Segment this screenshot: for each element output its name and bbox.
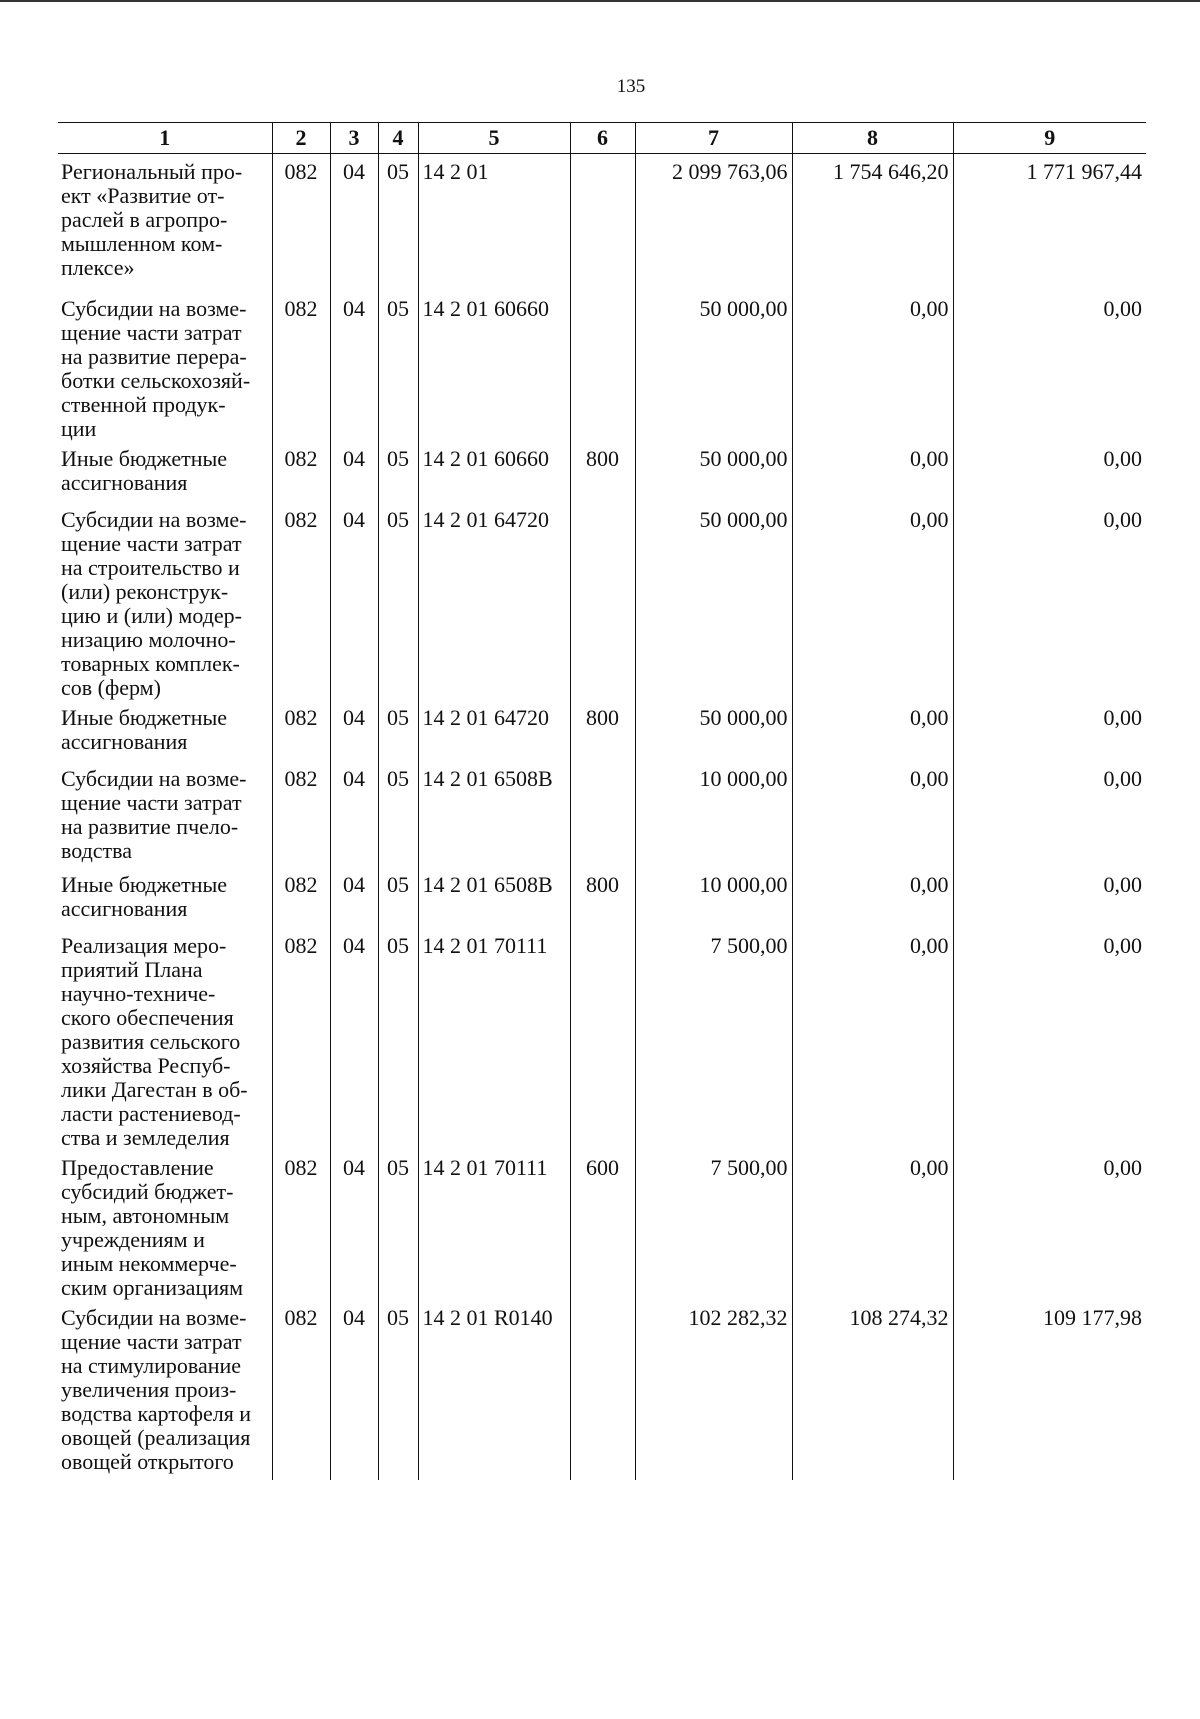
row-name-cell	[58, 700, 272, 761]
section-code-cell: 04	[330, 1300, 378, 1480]
row-name-cell	[58, 502, 272, 700]
amount-col7-cell: 10 000,00	[635, 761, 792, 867]
amount-col9-cell: 109 177,98	[953, 1300, 1146, 1480]
row-name-line: ции	[61, 415, 97, 441]
row-name-line: низацию молочно-	[61, 626, 236, 652]
row-name-line: лики Дагестан в об-	[61, 1076, 248, 1102]
row-name-line: ассигнования	[61, 895, 188, 921]
column-header-6: 6	[570, 123, 635, 154]
amount-col7-cell: 7 500,00	[635, 928, 792, 1150]
section-code-cell: 04	[330, 441, 378, 502]
subsection-code-cell: 05	[378, 291, 418, 441]
row-name-line: Субсидии на возме-	[61, 295, 247, 321]
amount-col8-cell: 0,00	[792, 291, 953, 441]
row-name-line: сов (ферм)	[61, 674, 161, 700]
row-name-line: Иные бюджетные	[61, 871, 228, 897]
amount-col8-cell: 0,00	[792, 441, 953, 502]
chapter-code-cell: 082	[272, 867, 330, 928]
table-row	[58, 1150, 1146, 1300]
header-row	[58, 123, 1146, 154]
row-name-line: увеличения произ-	[61, 1376, 237, 1402]
row-name-line: ным, автономным	[61, 1202, 230, 1228]
row-name-line: водства картофеля и	[61, 1400, 252, 1426]
subsection-code-cell: 05	[378, 700, 418, 761]
table-body	[58, 154, 1146, 1480]
amount-col9-cell: 0,00	[953, 761, 1146, 867]
subsection-code-cell: 05	[378, 1300, 418, 1480]
amount-col7-cell: 10 000,00	[635, 867, 792, 928]
chapter-code-cell: 082	[272, 291, 330, 441]
row-name-line: учреждениям и	[61, 1226, 205, 1252]
column-header-7: 7	[635, 123, 792, 154]
target-article-cell: 14 2 01 60660	[418, 441, 570, 502]
row-name-cell	[58, 928, 272, 1150]
row-name-line: ства и земледелия	[61, 1124, 230, 1150]
row-name-line: Субсидии на возме-	[61, 1304, 247, 1330]
target-article-cell: 14 2 01 70111	[418, 928, 570, 1150]
target-article-cell: 14 2 01 64720	[418, 700, 570, 761]
chapter-code-cell: 082	[272, 700, 330, 761]
row-name-line: Реализация меро-	[61, 932, 227, 958]
target-article-cell: 14 2 01 70111	[418, 1150, 570, 1300]
row-name-line: овощей открытого	[61, 1448, 234, 1474]
row-name-line: Субсидии на возме-	[61, 506, 247, 532]
row-name-line: Субсидии на возме-	[61, 765, 247, 791]
column-header-5: 5	[418, 123, 570, 154]
amount-col9-cell: 0,00	[953, 867, 1146, 928]
column-header-9: 9	[953, 123, 1146, 154]
target-article-cell: 14 2 01 6508В	[418, 761, 570, 867]
amount-col7-cell: 50 000,00	[635, 441, 792, 502]
row-name-line: ект «Развитие от-	[61, 183, 225, 208]
column-header-8: 8	[792, 123, 953, 154]
row-name-cell	[58, 1300, 272, 1480]
row-name-line: хозяйства Респуб-	[61, 1052, 231, 1078]
amount-col7-cell: 7 500,00	[635, 1150, 792, 1300]
page-number: 135	[616, 76, 646, 97]
row-name-line: ским организациям	[61, 1274, 244, 1300]
row-name-line: на строительство и	[61, 554, 240, 580]
scan-edge-line	[0, 0, 1200, 2]
table-row	[58, 291, 1146, 441]
amount-col9-cell: 0,00	[953, 502, 1146, 700]
chapter-code-cell: 082	[272, 502, 330, 700]
table-row	[58, 154, 1146, 291]
row-name-line: ассигнования	[61, 728, 188, 754]
row-name-line: развития сельского	[61, 1028, 241, 1054]
amount-col9-cell: 0,00	[953, 1150, 1146, 1300]
row-name-line: ботки сельскохозяй-	[61, 367, 251, 393]
target-article-cell: 14 2 01	[418, 154, 570, 291]
target-article-cell: 14 2 01 6508В	[418, 867, 570, 928]
row-name-line: приятий Плана	[61, 956, 203, 982]
amount-col8-cell: 0,00	[792, 1150, 953, 1300]
section-code-cell: 04	[330, 867, 378, 928]
subsection-code-cell: 05	[378, 928, 418, 1150]
row-name-line: ассигнования	[61, 469, 188, 495]
amount-col8-cell: 108 274,32	[792, 1300, 953, 1480]
row-name-line: Региональный про-	[61, 159, 243, 184]
expense-type-cell: 600	[570, 1150, 635, 1300]
subsection-code-cell: 05	[378, 1150, 418, 1300]
row-name-cell	[58, 867, 272, 928]
expense-type-cell	[570, 502, 635, 700]
row-name-cell	[58, 154, 272, 291]
table-row	[58, 928, 1146, 1150]
table-row	[58, 441, 1146, 502]
row-name-line: иным некоммерче-	[61, 1250, 237, 1276]
row-name-cell	[58, 761, 272, 867]
amount-col8-cell: 0,00	[792, 700, 953, 761]
amount-col8-cell: 0,00	[792, 761, 953, 867]
expense-type-cell	[570, 154, 635, 291]
row-name-line: на развитие перера-	[61, 343, 247, 369]
row-name-cell	[58, 291, 272, 441]
expense-type-cell	[570, 1300, 635, 1480]
section-code-cell: 04	[330, 1150, 378, 1300]
amount-col9-cell: 1 771 967,44	[953, 154, 1146, 291]
column-header-1: 1	[58, 123, 272, 154]
amount-col9-cell: 0,00	[953, 700, 1146, 761]
row-name-line: на развитие пчело-	[61, 813, 239, 839]
table-row	[58, 502, 1146, 700]
subsection-code-cell: 05	[378, 502, 418, 700]
amount-col9-cell: 0,00	[953, 291, 1146, 441]
budget-table	[58, 122, 1146, 1480]
table-row	[58, 867, 1146, 928]
amount-col7-cell: 102 282,32	[635, 1300, 792, 1480]
section-code-cell: 04	[330, 928, 378, 1150]
row-name-line: ственной продук-	[61, 391, 226, 417]
row-name-line: плексе»	[61, 255, 135, 280]
row-name-line: раслей в агропро-	[61, 207, 228, 232]
chapter-code-cell: 082	[272, 1300, 330, 1480]
section-code-cell: 04	[330, 761, 378, 867]
column-header-3: 3	[330, 123, 378, 154]
target-article-cell: 14 2 01 60660	[418, 291, 570, 441]
section-code-cell: 04	[330, 154, 378, 291]
row-name-line: цию и (или) модер-	[61, 602, 243, 628]
amount-col8-cell: 0,00	[792, 502, 953, 700]
chapter-code-cell: 082	[272, 441, 330, 502]
amount-col8-cell: 0,00	[792, 867, 953, 928]
expense-type-cell: 800	[570, 441, 635, 502]
row-name-line: щение части затрат	[61, 530, 242, 556]
chapter-code-cell: 082	[272, 154, 330, 291]
row-name-cell	[58, 441, 272, 502]
amount-col9-cell: 0,00	[953, 441, 1146, 502]
expense-type-cell	[570, 761, 635, 867]
row-name-line: товарных комплек-	[61, 650, 240, 676]
amount-col7-cell: 50 000,00	[635, 700, 792, 761]
amount-col9-cell: 0,00	[953, 928, 1146, 1150]
section-code-cell: 04	[330, 291, 378, 441]
expense-type-cell: 800	[570, 700, 635, 761]
target-article-cell: 14 2 01 64720	[418, 502, 570, 700]
row-name-line: водства	[61, 837, 133, 863]
row-name-line: научно-техниче-	[61, 980, 216, 1006]
amount-col7-cell: 50 000,00	[635, 502, 792, 700]
subsection-code-cell: 05	[378, 441, 418, 502]
row-name-line: (или) реконструк-	[61, 578, 229, 604]
table-row	[58, 761, 1146, 867]
expense-type-cell	[570, 928, 635, 1150]
subsection-code-cell: 05	[378, 761, 418, 867]
chapter-code-cell: 082	[272, 1150, 330, 1300]
column-header-2: 2	[272, 123, 330, 154]
amount-col8-cell: 1 754 646,20	[792, 154, 953, 291]
row-name-line: Иные бюджетные	[61, 445, 228, 471]
row-name-line: на стимулирование	[61, 1352, 242, 1378]
table-row	[58, 700, 1146, 761]
expense-type-cell	[570, 291, 635, 441]
chapter-code-cell: 082	[272, 761, 330, 867]
row-name-line: щение части затрат	[61, 319, 242, 345]
row-name-line: ласти растениевод-	[61, 1100, 241, 1126]
subsection-code-cell: 05	[378, 154, 418, 291]
amount-col8-cell: 0,00	[792, 928, 953, 1150]
target-article-cell: 14 2 01 R0140	[418, 1300, 570, 1480]
section-code-cell: 04	[330, 502, 378, 700]
amount-col7-cell: 2 099 763,06	[635, 154, 792, 291]
row-name-line: овощей (реализация	[61, 1424, 251, 1450]
row-name-line: щение части затрат	[61, 1328, 242, 1354]
row-name-line: Предоставление	[61, 1154, 214, 1180]
row-name-line: ского обеспечения	[61, 1004, 234, 1030]
row-name-line: субсидий бюджет-	[61, 1178, 234, 1204]
expense-type-cell: 800	[570, 867, 635, 928]
row-name-cell	[58, 1150, 272, 1300]
section-code-cell: 04	[330, 700, 378, 761]
row-name-line: мышленном ком-	[61, 231, 223, 256]
row-name-line: Иные бюджетные	[61, 704, 228, 730]
amount-col7-cell: 50 000,00	[635, 291, 792, 441]
subsection-code-cell: 05	[378, 867, 418, 928]
table-row	[58, 1300, 1146, 1480]
row-name-line: щение части затрат	[61, 789, 242, 815]
chapter-code-cell: 082	[272, 928, 330, 1150]
column-header-4: 4	[378, 123, 418, 154]
